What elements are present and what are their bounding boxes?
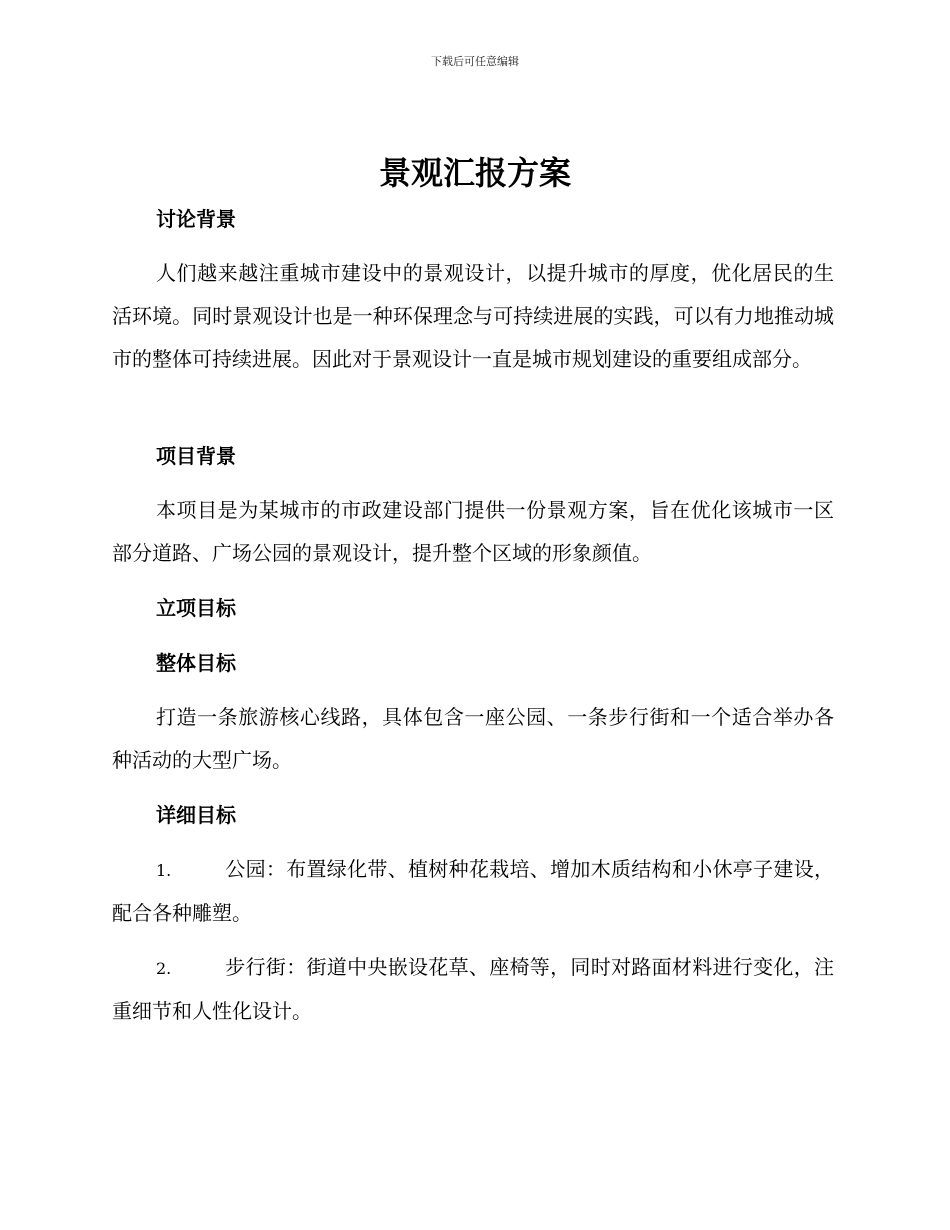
list-item-text: 步行街：街道中央嵌设花草、座椅等，同时对路面材料进行变化，注重细节和人性化设计。 [112,955,834,1023]
paragraph-overall-goal: 打造一条旅游核心线路，具体包含一座公园、一条步行街和一个适合举办各种活动的大型广场。 [112,705,834,772]
heading-detailed-goals: 详细目标 [156,803,236,827]
header-note: 下载后可任意编辑 [431,55,519,68]
heading-project-background: 项目背景 [156,444,236,468]
heading-discussion-background: 讨论背景 [156,207,236,231]
list-item-number: 2. [156,959,172,978]
document-title: 景观汇报方案 [378,154,571,192]
list-item-number: 1. [156,861,172,880]
paragraph-project-background: 本项目是为某城市的市政建设部门提供一份景观方案，旨在优化该城市一区部分道路、广场公园的景观设计，提升整个区域的形象颜值。 [112,498,834,565]
heading-overall-goal: 整体目标 [156,651,236,675]
heading-project-goals: 立项目标 [156,596,236,620]
list-item [112,848,834,935]
list-item [112,946,834,1033]
paragraph-discussion-background: 人们越来越注重城市建设中的景观设计，以提升城市的厚度，优化居民的生活环境。同时景观设计也是一种环保理念与可持续进展的实践，可以有力地推动城市的整体可持续进展。因此对于景观设计一直是城市规划建设的重要组成部分。 [112,261,834,371]
list-item-text: 公园：布置绿化带、植树种花栽培、增加木质结构和小休亭子建设，配合各种雕塑。 [112,857,834,925]
